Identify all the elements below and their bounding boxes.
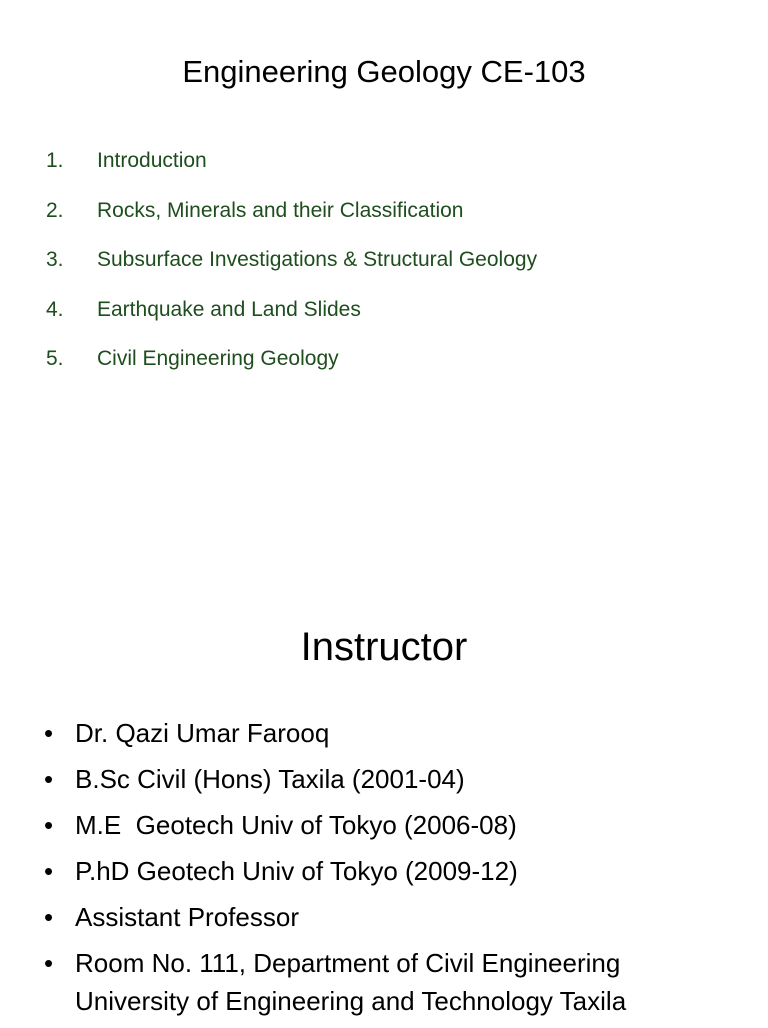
list-item [44, 714, 744, 752]
topic-number: 2. [46, 198, 64, 222]
instructor-title: Instructor [300, 625, 468, 669]
bachelor-degree: B.Sc Civil (Hons) Taxila (2001-04) [75, 764, 465, 794]
topic-number: 1. [46, 149, 64, 172]
bullet-icon: • [44, 810, 54, 840]
list-item [44, 898, 744, 936]
topic-number: 4. [46, 297, 64, 321]
topic-item [46, 144, 537, 194]
topic-number: 5. [46, 347, 64, 370]
topic-item [46, 342, 537, 392]
office-location: Room No. 111, Department of Civil Engineering University of Engineering and Technology Taxila [75, 948, 627, 1016]
instructor-name: Dr. Qazi Umar Farooq [75, 718, 330, 748]
topic-label: Introduction [97, 149, 207, 172]
topic-item [46, 243, 537, 293]
topic-list [46, 144, 537, 392]
bullet-icon: • [44, 948, 54, 978]
topic-label: Rocks, Minerals and their Classification [97, 198, 464, 222]
topic-label: Civil Engineering Geology [97, 347, 339, 370]
list-item [44, 944, 744, 1020]
topic-item [46, 194, 537, 244]
topic-label: Subsurface Investigations & Structural Geology [97, 248, 538, 271]
instructor-details-list [44, 714, 744, 1028]
topic-item [46, 293, 537, 343]
bullet-icon: • [44, 764, 54, 794]
master-degree: M.E Geotech Univ of Tokyo (2006-08) [75, 810, 517, 840]
list-item [44, 806, 744, 844]
topic-number: 3. [46, 248, 64, 271]
course-title: Engineering Geology CE-103 [182, 54, 586, 89]
course-slide [0, 0, 768, 512]
bullet-icon: • [44, 718, 54, 748]
topic-label: Earthquake and Land Slides [97, 297, 361, 321]
job-title: Assistant Professor [75, 902, 299, 932]
doctorate-degree: P.hD Geotech Univ of Tokyo (2009-12) [75, 856, 518, 886]
list-item [44, 760, 744, 798]
bullet-icon: • [44, 902, 54, 932]
bullet-icon: • [44, 856, 54, 886]
list-item [44, 852, 744, 890]
instructor-slide [0, 512, 768, 1024]
